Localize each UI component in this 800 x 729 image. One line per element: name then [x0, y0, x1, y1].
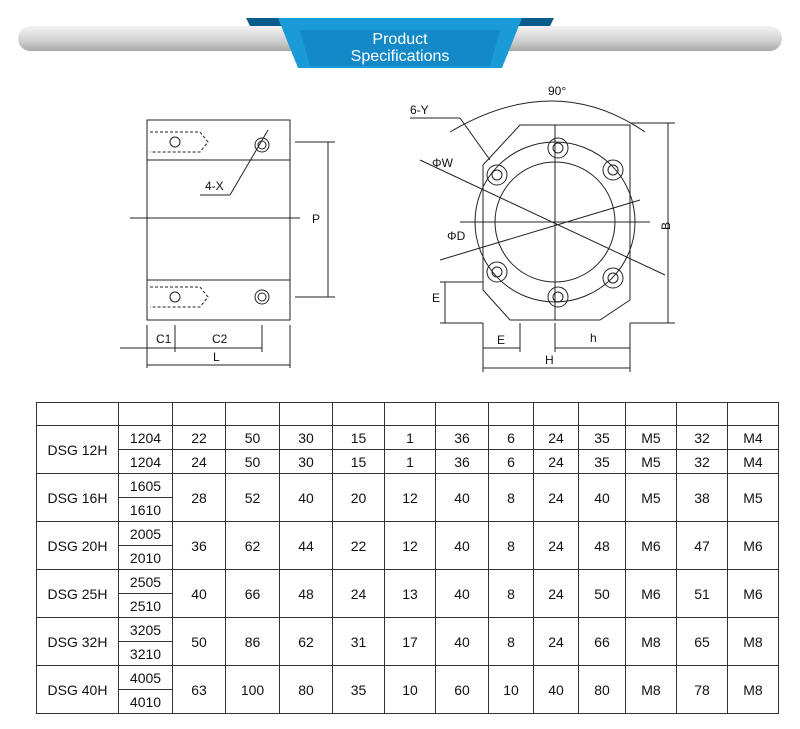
- value-cell: 62: [226, 522, 280, 570]
- value-cell: 40: [280, 474, 333, 522]
- page-title: Product Specifications: [350, 31, 450, 65]
- header-cell: [173, 403, 226, 426]
- value-cell: 12: [385, 522, 436, 570]
- code-cell: 1610: [119, 498, 173, 522]
- model-cell: DSG 20H: [37, 522, 119, 570]
- code-cell: 1204: [119, 426, 173, 450]
- label-c2: C2: [212, 332, 228, 346]
- label-w: ΦW: [432, 156, 453, 170]
- value-cell: 36: [173, 522, 226, 570]
- value-cell: 63: [173, 666, 226, 714]
- table-row: [37, 666, 779, 690]
- header-cell: [280, 403, 333, 426]
- value-cell: 60: [436, 666, 489, 714]
- value-cell: 24: [534, 618, 579, 666]
- value-cell: 100: [226, 666, 280, 714]
- value-cell: 8: [489, 474, 534, 522]
- value-cell: 8: [489, 522, 534, 570]
- value-cell: 50: [226, 450, 280, 474]
- value-cell: M6: [728, 570, 779, 618]
- value-cell: 10: [385, 666, 436, 714]
- value-cell: 15: [333, 426, 385, 450]
- value-cell: 24: [534, 450, 579, 474]
- value-cell: 12: [385, 474, 436, 522]
- value-cell: 10: [489, 666, 534, 714]
- value-cell: 6: [489, 426, 534, 450]
- header-cell: [579, 403, 626, 426]
- value-cell: M5: [728, 474, 779, 522]
- value-cell: 22: [333, 522, 385, 570]
- value-cell: 31: [333, 618, 385, 666]
- code-cell: 4005: [119, 666, 173, 690]
- value-cell: 17: [385, 618, 436, 666]
- header-cell: [226, 403, 280, 426]
- value-cell: M4: [728, 450, 779, 474]
- value-cell: 50: [226, 426, 280, 450]
- value-cell: 80: [579, 666, 626, 714]
- code-cell: 2505: [119, 570, 173, 594]
- label-6y: 6-Y: [410, 103, 429, 117]
- value-cell: 36: [436, 426, 489, 450]
- model-cell: DSG 25H: [37, 570, 119, 618]
- value-cell: 24: [534, 570, 579, 618]
- value-cell: 38: [677, 474, 728, 522]
- label-c1: C1: [156, 332, 172, 346]
- label-e-horiz: E: [497, 333, 506, 347]
- value-cell: 40: [173, 570, 226, 618]
- value-cell: 50: [579, 570, 626, 618]
- label-b: B: [659, 221, 673, 230]
- value-cell: 30: [280, 450, 333, 474]
- table-row: [37, 522, 779, 546]
- value-cell: 40: [579, 474, 626, 522]
- value-cell: 35: [333, 666, 385, 714]
- value-cell: 8: [489, 570, 534, 618]
- value-cell: 65: [677, 618, 728, 666]
- value-cell: M5: [626, 474, 677, 522]
- value-cell: 40: [436, 522, 489, 570]
- value-cell: 78: [677, 666, 728, 714]
- label-4x: 4-X: [205, 179, 224, 193]
- label-angle: 90°: [548, 84, 567, 98]
- code-cell: 3210: [119, 642, 173, 666]
- label-d: ΦD: [447, 229, 466, 243]
- value-cell: 24: [333, 570, 385, 618]
- value-cell: 28: [173, 474, 226, 522]
- header-cell: [534, 403, 579, 426]
- value-cell: 30: [280, 426, 333, 450]
- value-cell: 40: [534, 666, 579, 714]
- value-cell: 40: [436, 474, 489, 522]
- value-cell: M8: [626, 618, 677, 666]
- code-cell: 4010: [119, 690, 173, 714]
- header-cell: [385, 403, 436, 426]
- label-e-vert: E: [432, 291, 441, 305]
- table-row: [37, 426, 779, 450]
- model-cell: DSG 16H: [37, 474, 119, 522]
- value-cell: M4: [728, 426, 779, 450]
- value-cell: 24: [534, 522, 579, 570]
- value-cell: 66: [579, 618, 626, 666]
- value-cell: M8: [728, 618, 779, 666]
- table-row: [37, 474, 779, 498]
- value-cell: 48: [280, 570, 333, 618]
- value-cell: 66: [226, 570, 280, 618]
- model-cell: DSG 12H: [37, 426, 119, 474]
- code-cell: 1605: [119, 474, 173, 498]
- header-cell: [677, 403, 728, 426]
- header-cell: [728, 403, 779, 426]
- header-cell: [626, 403, 677, 426]
- value-cell: 13: [385, 570, 436, 618]
- value-cell: 22: [173, 426, 226, 450]
- value-cell: 35: [579, 450, 626, 474]
- value-cell: 32: [677, 426, 728, 450]
- value-cell: 47: [677, 522, 728, 570]
- value-cell: 6: [489, 450, 534, 474]
- value-cell: 40: [436, 570, 489, 618]
- value-cell: 51: [677, 570, 728, 618]
- label-l: L: [213, 350, 220, 364]
- value-cell: 40: [436, 618, 489, 666]
- value-cell: M8: [728, 666, 779, 714]
- label-h-big: H: [545, 353, 554, 367]
- model-cell: DSG 40H: [37, 666, 119, 714]
- table-header-row: [37, 403, 779, 426]
- header-cell: [489, 403, 534, 426]
- value-cell: M6: [728, 522, 779, 570]
- value-cell: 50: [173, 618, 226, 666]
- header-cell: [333, 403, 385, 426]
- table-row: [37, 450, 779, 474]
- value-cell: 1: [385, 426, 436, 450]
- value-cell: 32: [677, 450, 728, 474]
- code-cell: 2010: [119, 546, 173, 570]
- value-cell: 24: [173, 450, 226, 474]
- value-cell: 8: [489, 618, 534, 666]
- value-cell: M5: [626, 426, 677, 450]
- code-cell: 2510: [119, 594, 173, 618]
- code-cell: 1204: [119, 450, 173, 474]
- value-cell: 52: [226, 474, 280, 522]
- value-cell: 24: [534, 474, 579, 522]
- value-cell: 24: [534, 426, 579, 450]
- table-row: [37, 570, 779, 594]
- value-cell: M6: [626, 570, 677, 618]
- value-cell: 80: [280, 666, 333, 714]
- value-cell: 48: [579, 522, 626, 570]
- code-cell: 3205: [119, 618, 173, 642]
- code-cell: 2005: [119, 522, 173, 546]
- model-cell: DSG 32H: [37, 618, 119, 666]
- spec-table: [36, 402, 779, 714]
- value-cell: 35: [579, 426, 626, 450]
- label-p: P: [312, 212, 321, 226]
- value-cell: M5: [626, 450, 677, 474]
- value-cell: M6: [626, 522, 677, 570]
- value-cell: 1: [385, 450, 436, 474]
- value-cell: 36: [436, 450, 489, 474]
- label-h-small: h: [590, 331, 597, 345]
- table-row: [37, 618, 779, 642]
- value-cell: 44: [280, 522, 333, 570]
- header-cell: [436, 403, 489, 426]
- value-cell: 86: [226, 618, 280, 666]
- value-cell: M8: [626, 666, 677, 714]
- header-cell: [119, 403, 173, 426]
- value-cell: 20: [333, 474, 385, 522]
- header-cell: [37, 403, 119, 426]
- value-cell: 62: [280, 618, 333, 666]
- value-cell: 15: [333, 450, 385, 474]
